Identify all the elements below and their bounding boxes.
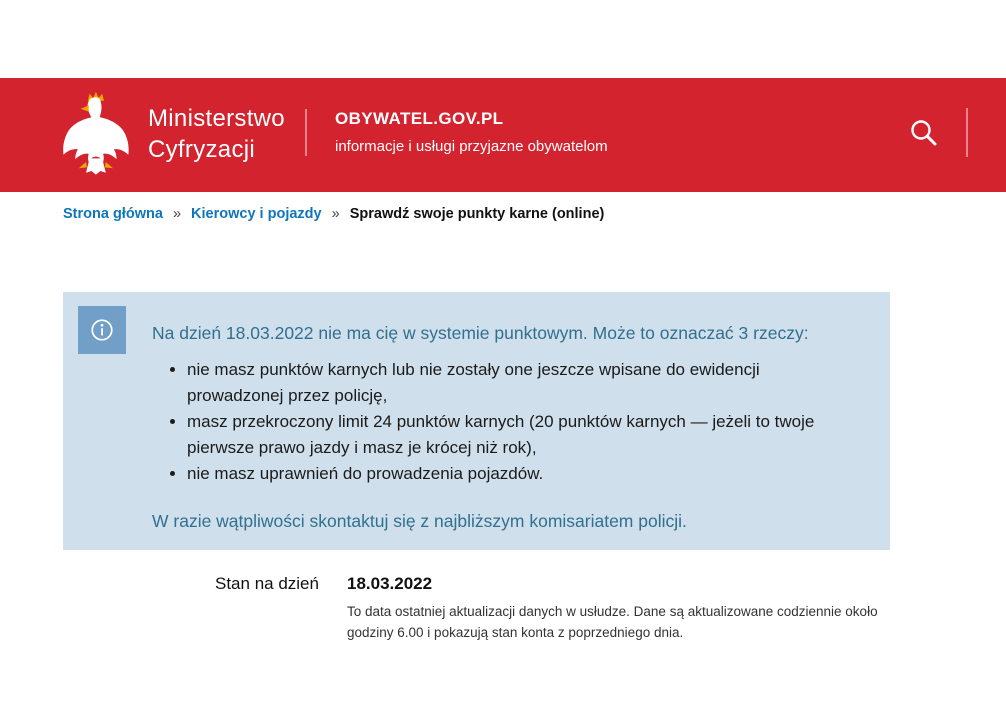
breadcrumb-link-drivers[interactable]: Kierowcy i pojazdy xyxy=(191,206,322,222)
polish-eagle-icon xyxy=(59,88,131,182)
site-tagline: informacje i usługi przyjazne obywatelom xyxy=(335,138,608,155)
breadcrumb-separator: » xyxy=(331,206,340,222)
info-bullet-item: • nie masz punktów karnych lub nie zostały one jeszcze wpisane do ewidencji prowadzonej przez policję, xyxy=(187,357,842,409)
header-divider-right xyxy=(966,108,968,157)
info-icon-square xyxy=(78,306,126,354)
status-date-description: To data ostatniej aktualizacji danych w usłudze. Dane są aktualizowane codziennie około godziny 6.00 i pokazują stan konta z poprzedniego dnia. xyxy=(347,604,878,640)
breadcrumb-current-page: Sprawdź swoje punkty karne (online) xyxy=(349,206,605,222)
status-date-value: 18.03.2022 xyxy=(347,574,433,593)
info-message-box xyxy=(63,292,890,550)
site-title: OBYWATEL.GOV.PL xyxy=(335,109,504,128)
breadcrumb xyxy=(63,206,604,222)
coat-of-arms-logo[interactable] xyxy=(59,88,131,182)
info-icon xyxy=(89,317,115,343)
info-heading: Na dzień 18.03.2022 nie ma cię w systemie punktowym. Może to oznaczać 3 rzeczy: xyxy=(152,323,809,343)
ministry-name-line1: Ministerstwo xyxy=(148,105,285,132)
ministry-name-line2: Cyfryzacji xyxy=(148,136,256,163)
info-bullet-item: • masz przekroczony limit 24 punktów karnych (20 punktów karnych — jeżeli to twoje pierwsze prawo jazdy i masz je krócej niż rok), xyxy=(187,409,842,461)
breadcrumb-separator: » xyxy=(172,206,182,222)
search-button[interactable] xyxy=(904,114,944,154)
breadcrumb-link-home[interactable]: Strona główna xyxy=(63,206,163,222)
site-header xyxy=(0,78,1006,192)
status-date-block xyxy=(347,574,887,643)
status-date-label: Stan na dzień xyxy=(215,574,319,593)
site-brand xyxy=(335,109,608,155)
ministry-name xyxy=(148,103,285,165)
search-icon xyxy=(907,116,941,150)
info-bullet-list xyxy=(152,357,842,487)
info-footer-note: W razie wątpliwości skontaktuj się z najbliższym komisariatem policji. xyxy=(152,511,687,531)
header-divider xyxy=(305,109,307,156)
info-bullet-item: • nie masz uprawnień do prowadzenia pojazdów. xyxy=(187,461,842,487)
